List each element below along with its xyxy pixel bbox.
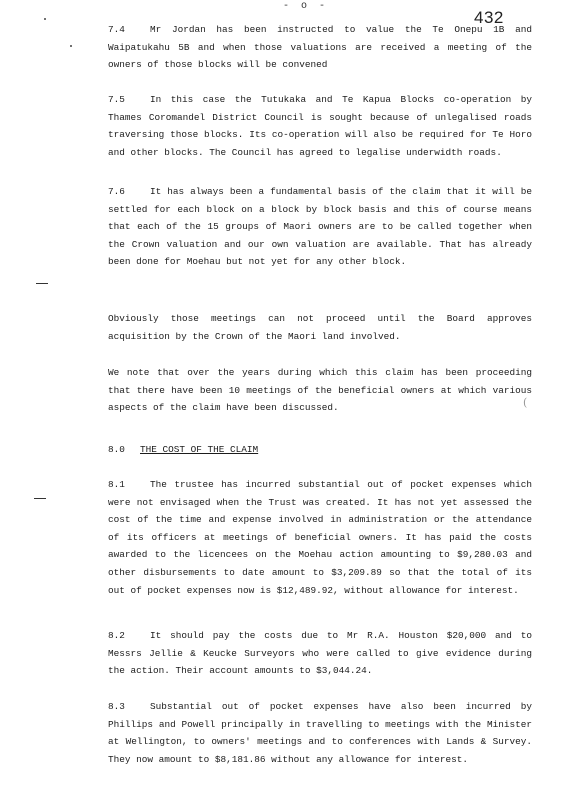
page-number: 432 — [474, 8, 504, 27]
margin-dash — [34, 498, 46, 499]
paragraph-number: 7.5 — [108, 94, 125, 105]
paragraph-8-3 — [108, 698, 532, 768]
paragraph-text: Obviously those meetings can not proceed until the Board approves acquisition by the Crown of the Maori land involved. — [108, 313, 532, 342]
paragraph-7-4 — [108, 21, 532, 74]
paragraph-8-1 — [108, 476, 532, 599]
paragraph-number: 7.6 — [108, 186, 125, 197]
margin-dash — [36, 283, 48, 284]
paragraph-text: In this case the Tutukaka and Te Kapua Blocks co-operation by Thames Coromandel District Council is sought because of unlegalised roads traversing those blocks. Its co-operation will also be required for Te Horo and other blocks. The Council has agreed to legalise underwidth roads. — [108, 94, 532, 158]
scan-speck — [44, 18, 46, 20]
section-heading — [108, 443, 258, 457]
page-header-mark: - o - — [283, 1, 329, 12]
section-title: THE COST OF THE CLAIM — [140, 444, 259, 455]
paragraph-text: The trustee has incurred substantial out of pocket expenses which were not envisaged when the Trust was created. It has not yet assessed the cost of the time and expense involved in administration or the attendance of its officers at meetings of beneficial owners. It has paid the costs awarded to the licencees on the Moehau action amounting to $9,280.03 and other disbursements to date amount to $3,209.89 so that the total of its out of pocket expenses now is $12,489.92, without allowance for interest. — [108, 479, 532, 596]
paragraph-text: Mr Jordan has been instructed to value the Te Onepu 1B and Waipatukahu 5B and when those valuations are received a meeting of the owners of those blocks will be convened — [108, 24, 532, 71]
margin-paren: ( — [523, 396, 528, 409]
paragraph-number: 7.4 — [108, 24, 125, 35]
section-number: 8.0 — [108, 444, 125, 455]
paragraph-text: Substantial out of pocket expenses have also been incurred by Phillips and Powell principally in travelling to meetings with the Minister at Wellington, to owners' meetings and to conferences with Lands & Survey. They now amount to $8,181.86 without any allowance for interest. — [108, 701, 532, 765]
paragraph-7-6 — [108, 183, 532, 271]
paragraph-beneficial-owners — [108, 364, 532, 417]
paragraph-8-2 — [108, 627, 532, 680]
paragraph-text: We note that over the years during which this claim has been proceeding that there have been 10 meetings of the beneficial owners at which various aspects of the claim have been discussed. — [108, 367, 532, 414]
paragraph-meetings — [108, 310, 532, 345]
paragraph-7-5 — [108, 91, 532, 161]
paragraph-number: 8.1 — [108, 479, 125, 490]
paragraph-text: It has always been a fundamental basis of the claim that it will be settled for each block on a block by block basis and this of course means that each of the 15 groups of Maori owners are to be called together when the Crown valuation and our own valuation are available. That has already been done for Moehau but not yet for any other block. — [108, 186, 532, 268]
paragraph-text: It should pay the costs due to Mr R.A. Houston $20,000 and to Messrs Jellie & Keucke Surveyors who were called to give evidence during the action. Their account amounts to $3,044.24. — [108, 630, 532, 677]
paragraph-number: 8.2 — [108, 630, 125, 641]
scan-speck — [70, 45, 72, 47]
paragraph-number: 8.3 — [108, 701, 125, 712]
